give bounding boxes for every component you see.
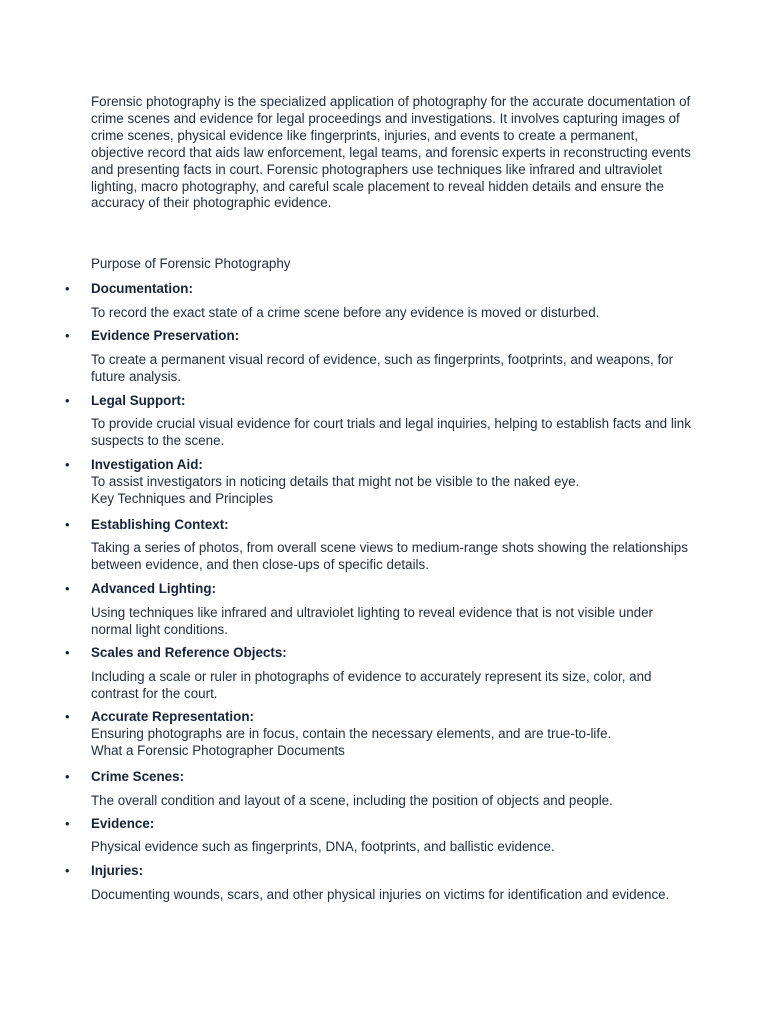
item-text-crime-scenes: The overall condition and layout of a scene, including the position of objects and people. (91, 793, 613, 808)
item-text-scales-reference: Including a scale or ruler in photographs of evidence to accurately represent its size, color, and contrast for the court. (91, 669, 652, 701)
item-text-evidence: Physical evidence such as fingerprints, DNA, footprints, and ballistic evidence. (91, 839, 555, 854)
item-text-accurate-representation: Ensuring photographs are in focus, contain the necessary elements, and are true-to-life. (91, 726, 612, 741)
section-heading-documents: What a Forensic Photographer Documents (91, 743, 345, 758)
item-text-documentation: To record the exact state of a crime scene before any evidence is moved or disturbed. (91, 305, 600, 320)
bullet-marker: • (65, 393, 70, 408)
item-label-evidence: Evidence: (91, 816, 155, 831)
section-heading-techniques: Key Techniques and Principles (91, 491, 274, 506)
bullet-marker: • (65, 709, 70, 724)
item-label-injuries: Injuries: (91, 863, 144, 878)
item-label-crime-scenes: Crime Scenes: (91, 769, 185, 784)
item-label-documentation: Documentation: (91, 281, 193, 296)
bullet-marker: • (65, 517, 70, 532)
item-text-legal-support: To provide crucial visual evidence for court trials and legal inquiries, helping to establish facts and link suspects to the scene. (91, 416, 691, 448)
bullet-marker: • (65, 645, 70, 660)
item-text-investigation-aid: To assist investigators in noticing details that might not be visible to the naked eye. (91, 474, 580, 489)
item-text-advanced-lighting: Using techniques like infrared and ultraviolet lighting to reveal evidence that is not visible under normal light conditions. (91, 605, 653, 637)
item-label-establishing-context: Establishing Context: (91, 517, 229, 532)
bullet-marker: • (65, 457, 70, 472)
bullet-marker: • (65, 328, 70, 343)
item-label-scales-reference: Scales and Reference Objects: (91, 645, 287, 660)
item-label-investigation-aid: Investigation Aid: (91, 457, 203, 472)
bullet-marker: • (65, 863, 70, 878)
item-text-injuries: Documenting wounds, scars, and other physical injuries on victims for identification and evidence. (91, 887, 670, 902)
section-heading-purpose: Purpose of Forensic Photography (91, 256, 291, 271)
bullet-marker: • (65, 581, 70, 596)
item-label-evidence-preservation: Evidence Preservation: (91, 328, 240, 343)
bullet-marker: • (65, 281, 70, 296)
item-label-advanced-lighting: Advanced Lighting: (91, 581, 216, 596)
bullet-marker: • (65, 769, 70, 784)
item-text-establishing-context: Taking a series of photos, from overall scene views to medium-range shots showing the relationships between evidence, and then close-ups of specific details. (91, 540, 688, 572)
item-label-accurate-representation: Accurate Representation: (91, 709, 254, 724)
item-text-evidence-preservation: To create a permanent visual record of evidence, such as fingerprints, footprints, and weapons, for future analysis. (91, 352, 674, 384)
bullet-marker: • (65, 816, 70, 831)
intro-paragraph: Forensic photography is the specialized application of photography for the accurate documentation of crime scenes and evidence for legal proceedings and investigations. It involves capturing images of crime scenes, physical evidence like fingerprints, injuries, and events to create a permanent, objective record that aids law enforcement, legal teams, and forensic experts in reconstructing events and presenting facts in court. Forensic photographers use techniques like infrared and ultraviolet lighting, macro photography, and careful scale placement to reveal hidden details and ensure the accuracy of their photographic evidence. (91, 94, 691, 211)
item-label-legal-support: Legal Support: (91, 393, 186, 408)
